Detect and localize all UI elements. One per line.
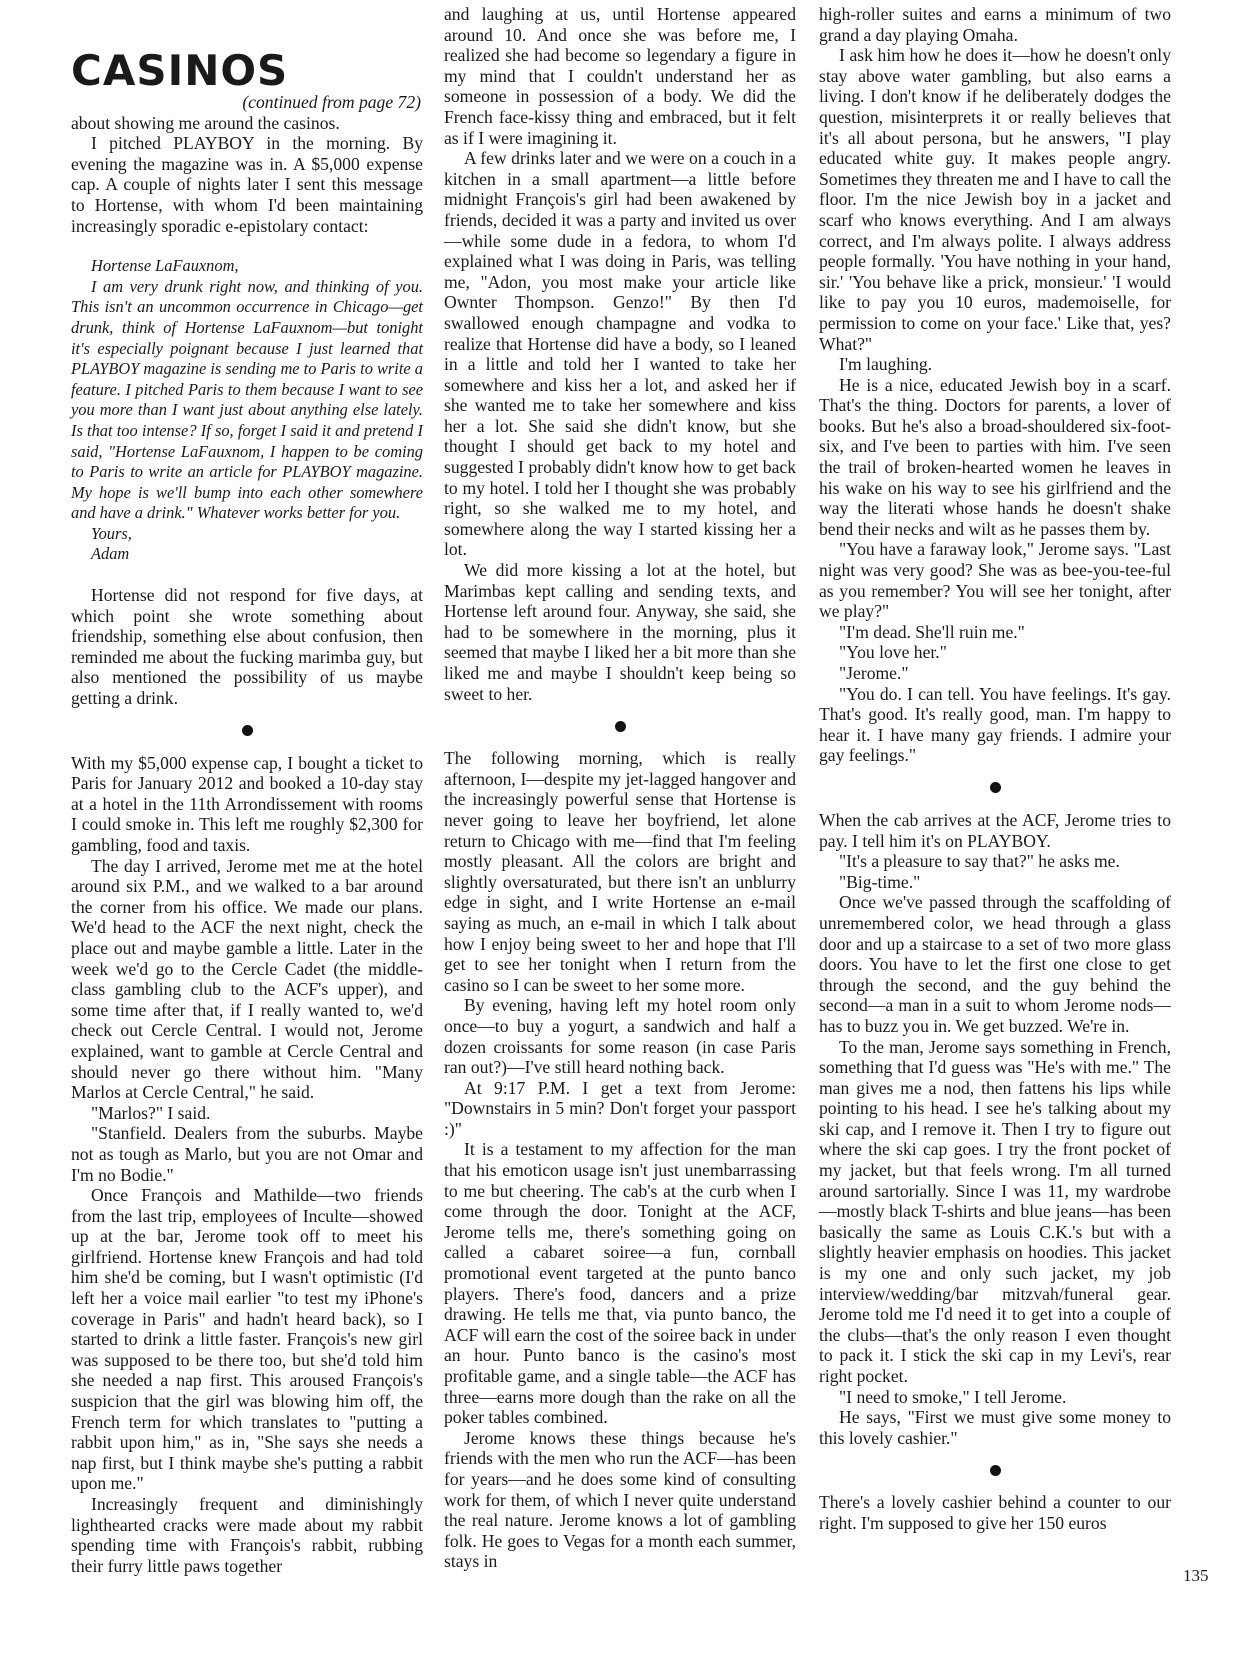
letter-closing: Yours, [91,523,132,543]
paragraph: Increasingly frequent and diminishingly lighthearted cracks were made about my rabbit spending time with François's rabbit, rubbing their furry little paws together [71,1494,423,1576]
paragraph: "Marlos?" I said. [91,1102,211,1123]
section-break-bullet [819,772,1171,804]
paragraph: When the cab arrives at the ACF, Jerome tries to pay. I tell him it's on PLAYBOY. [819,809,1171,851]
paragraph: "You love her." [839,642,947,663]
paragraph: "I need to smoke," I tell Jerome. [839,1386,1067,1407]
paragraph: He is a nice, educated Jewish boy in a scarf. That's the thing. Doctors for parents, a lover of books. But he's also a broad-shouldered six-foot-six, and I've been to parties with him. I've seen the trail of broken-hearted women he leaves in his wake on his way to see his girlfriend and the way the literati whose hands he doesn't shake bend their necks and wilt as he passes them by. [819,374,1171,539]
paragraph: "You do. I can tell. You have feelings. It's gay. That's good. It's really good, man. I'm happy to hear it. I have many gay friends. I admire your gay feelings." [819,683,1171,766]
section-break-bullet [71,715,423,747]
paragraph: There's a lovely cashier behind a counter to our right. I'm supposed to give her 150 euros [819,1492,1171,1533]
paragraph: To the man, Jerome says something in French, something that I'd guess was "He's with me." The man gives me a nod, then fattens his lips while pointing to his head. I see he's talking about my ski cap, and I remove it. Then I try to figure out where the ski cap goes. I try the front pocket of my jacket, but that feels wrong. I'm all turned around sartorially. Since I was 11, my wardrobe—mostly black T-shirts and blue jeans—has been basically the same as Louis C.K.'s but with a slightly heavier emphasis on hoodies. This jacket is my one and only such jacket, my job interview/wedding/bar mitzvah/funeral gear. Jerome told me I'd need it to get into a couple of the clubs—that's the only reason I even thought to pack it. I stick the ski cap in my Levi's, rear right pocket. [819,1036,1171,1386]
section-break-bullet [444,710,796,742]
paragraph: By evening, having left my hotel room only once—to buy a yogurt, a sandwich and half a dozen croissants for some reason (in case Paris ran out?)—I've still heard nothing back. [444,995,796,1078]
paragraph: We did more kissing a lot at the hotel, but Marimbas kept calling and sending texts, and Hortense left around four. Anyway, she said, she had to be somewhere in the morning, plus it seemed that maybe I liked her a bit more than she liked me and maybe I shouldn't keep being so sweet to her. [444,560,796,704]
letter-signature: Adam [91,544,130,564]
paragraph: I'm laughing. [839,354,933,375]
page-number: 135 [1183,1566,1209,1585]
paragraph: "Jerome." [839,663,909,683]
letter-salutation: Hortense LaFauxnom, [91,256,239,276]
paragraph: "Stanfield. Dealers from the suburbs. Maybe not as tough as Marlo, but you are not Omar and I'm no Bodie." [71,1123,423,1185]
paragraph: "I'm dead. She'll ruin me." [839,621,1025,642]
paragraph: and laughing at us, until Hortense appeared around 10. And once she was before me, I realized she had become so legendary a figure in my mind that I couldn't understand her as someone in possession of a body. We did the French face-kissy thing and embraced, but it felt as if I were imagining it. [444,4,796,148]
paragraph: Once we've passed through the scaffolding of unremembered color, we head through a glass door and up a staircase to a set of two more glass doors. You have to let the first one close to get through the second, and the guy behind the second—a man in a suit to whom Jerome nods—has to buzz you in. We get buzzed. We're in. [819,892,1171,1036]
paragraph: high-roller suites and earns a minimum of two grand a day playing Omaha. [819,4,1171,45]
paragraph: Hortense did not respond for five days, at which point she wrote something about friendship, something else about confusion, then reminded me about the fucking marimba guy, but also mentioned the possibility of us maybe getting a drink. [71,585,423,709]
section-title: CASINOS [71,46,289,95]
column-2 [444,4,796,1572]
paragraph: The day I arrived, Jerome met me at the hotel around six P.M., and we walked to a bar around the corner from his office. We made our plans. We'd head to the ACF the next night, check the place out and maybe gamble a little. Later in the week we'd go to the Cercle Cadet (the middle-class gambling club to the ACF's upper), and some time after that, if I really wanted to, we'd check out Cercle Central. I would not, Jerome explained, want to gamble at Cercle Central and should never go there without him. "Many Marlos at Cercle Central," he said. [71,855,423,1103]
paragraph: With my $5,000 expense cap, I bought a ticket to Paris for January 2012 and booked a 10-day stay at a hotel in the 11th Arrondissement with rooms I could smoke in. This left me roughly $2,300 for gambling, food and taxis. [71,752,423,855]
paragraph: It is a testament to my affection for the man that his emoticon usage isn't just unembarrassing to me but cheering. The cab's at the curb when I come through the door. Tonight at the ACF, Jerome tells me, there's something going on called a cabaret soiree—a fun, cornball promotional event targeted at the punto banco players. There's food, dancers and a prize drawing. He tells me that, via punto banco, the ACF will earn the cost of the soiree back in under an hour. Punto banco is the casino's most profitable game, and a single table—the ACF has three—earns more dough than the rake on all the poker tables combined. [444,1139,796,1428]
column-3 [819,4,1171,1534]
paragraph: The following morning, which is really afternoon, I—despite my jet-lagged hangover and the increasingly powerful sense that Hortense is never going to leave her boyfriend, let alone return to Chicago with me—find that I'm feeling mostly pleasant. All the colors are bright and slightly oversaturated, but there isn't an unblurry edge in sight, and I write Hortense an e-mail saying as much, an e-mail in which I talk about how I enjoy being sweet to her and hope that I'll get to see her tonight when I return from the casino so I can be sweet to her some more. [444,748,796,995]
paragraph: about showing me around the casinos. [71,112,340,133]
column-1 [71,46,423,1576]
paragraph: At 9:17 P.M. I get a text from Jerome: "Downstairs in 5 min? Don't forget your passport :)" [444,1077,796,1139]
letter-body: I am very drunk right now, and thinking of you. This isn't an uncommon occurrence in Chicago—get drunk, think of Hortense LaFauxnom—but tonight it's especially poignant because I just learned that PLAYBOY magazine is sending me to Paris to write a feature. I pitched Paris to them because I want to see you more than I want just about anything else lately. Is that too intense? If so, forget I said it and pretend I said, "Hortense LaFauxnom, I happen to be coming to Paris to write an article for PLAYBOY magazine. My hope is we'll bump into each other somewhere and have a drink." Whatever works better for you. [71,276,423,523]
paragraph: I ask him how he does it—how he doesn't only stay above water gambling, but also earns a living. I don't know if he deliberately dodges the question, misinterprets it or really believes that it's all about persona, but he answers, "I play educated white guy. It makes people angry. Sometimes they threaten me and I have to call the floor. I'm the nice Jewish boy in a jacket and scarf who knows everything. And I am always correct, and I'm always polite. I always address people formally. 'You have nothing in your hand, sir.' 'You behave like a prick, monsieur.' 'I would like to pay you 10 euros, mademoiselle, for permission to come on your face.' Like that, yes? What?" [819,45,1171,354]
paragraph: Jerome knows these things because he's friends with the men who run the ACF—has been for years—and he does some kind of consulting work for them, of which I never quite understand the real nature. Jerome knows a lot of gambling folk. He goes to Vegas for a month each summer, stays in [444,1427,796,1572]
paragraph: Once François and Mathilde—two friends from the last trip, employees of Inculte—showed up at the bar, Jerome took off to meet his girlfriend. Hortense knew François and had told him she'd be coming, but I wasn't optimistic (I'd left her a voice mail earlier "to test my iPhone's coverage in Paris" and hadn't heard back), so I started to drink a little faster. François's new girl was supposed to be there too, but she'd told him she needed a nap first. This aroused François's suspicion that the girl was blowing him off, the French term for which translates to "putting a rabbit upon him," as in, "She says she needs a nap first, but I think maybe she's putting a rabbit upon me." [71,1185,423,1494]
paragraph: He says, "First we must give some money to this lovely cashier." [819,1407,1171,1448]
paragraph: I pitched PLAYBOY in the morning. By evening the magazine was in. A $5,000 expense cap. A couple of nights later I sent this message to Hortense, with whom I'd been maintaining increasingly sporadic e-epistolary contact: [71,133,423,236]
paragraph: A few drinks later and we were on a couch in a kitchen in a small apartment—a little before midnight François's girl had been awakened by friends, decided it was a party and invited us over—while some dude in a fedora, to whom I'd explained what I was doing in Paris, was telling me, "Adon, you most make your article like Ownter Thompson. Genzo!" By then I'd swallowed enough champagne and vodka to realize that Hortense did have a body, so I leaned in a little and told her I wanted to take her somewhere and kiss her a lot, and asked her if she wanted me to take her somewhere and kiss her a lot. She said she didn't know, but she thought I should get back to my hotel and suggested I probably didn't know how to get back to my hotel. I told her I thought she was probably right, so she walked me to my hotel, and somewhere along the way I started kissing her a lot. [444,148,796,560]
email-letter [71,256,423,565]
paragraph: "It's a pleasure to say that?" he asks me. [839,851,1120,872]
section-break-bullet [819,1454,1171,1486]
continued-note: (continued from page 72) [242,92,421,112]
paragraph: "You have a faraway look," Jerome says. "Last night was very good? She was as bee-you-tee-ful as you remember? You will see her tonight, after we play?" [819,539,1171,622]
paragraph: "Big-time." [839,871,921,892]
